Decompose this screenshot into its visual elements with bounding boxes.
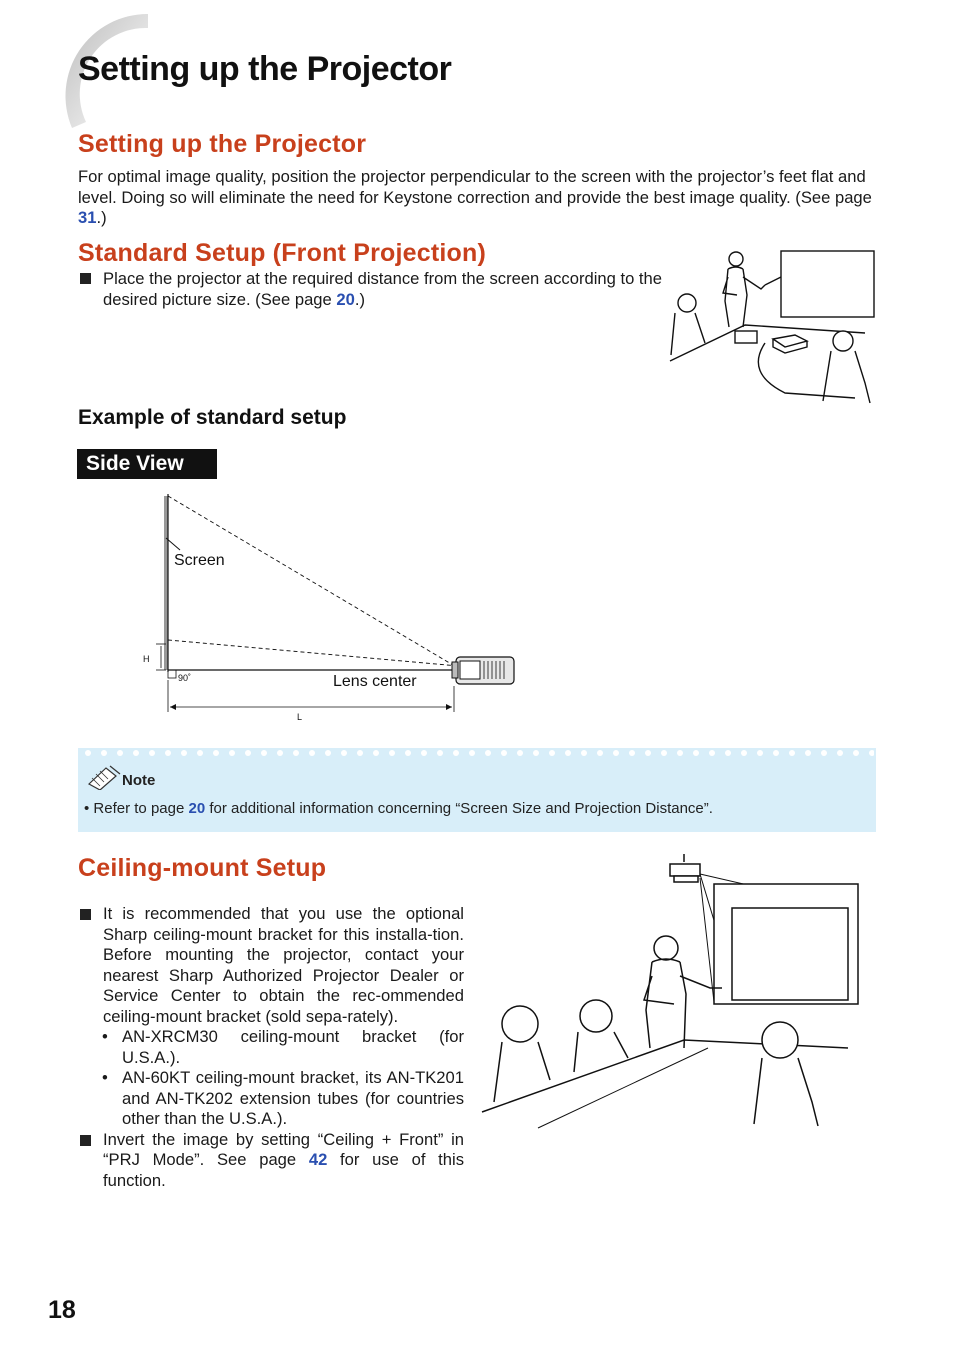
laptop	[735, 331, 757, 343]
note-pencil-icon	[86, 764, 122, 790]
lens-center-label: Lens center	[333, 673, 417, 690]
audience-person-2	[574, 1000, 628, 1072]
page-title: Setting up the Projector	[78, 50, 452, 88]
section-heading-setup: Setting up the Projector	[78, 130, 367, 158]
ceiling-bullet-2	[78, 1130, 464, 1192]
setup-text-end: .)	[96, 208, 107, 227]
table-inner-edge	[538, 1048, 708, 1128]
ceiling-sub-1	[78, 1027, 464, 1068]
standard-bullet-end: .)	[354, 289, 365, 309]
side-view-label: Side View	[77, 449, 217, 479]
page-link-31[interactable]: 31	[78, 208, 97, 227]
page-link-20-note[interactable]: 20	[188, 800, 206, 817]
page-link-20[interactable]: 20	[336, 289, 355, 309]
note-text-start: • Refer to page	[84, 800, 189, 817]
sub-bullet-dot: •	[102, 1068, 108, 1087]
screen-label: Screen	[174, 552, 225, 569]
audience-right	[823, 331, 870, 403]
ceiling-bullet-2-end: for use of this function.	[103, 1150, 464, 1190]
ceiling-bullet-1-text: It is recommended that you use the optional Sharp ceiling-mount bracket for this installa-tion. Before mounting the projector, contact your nearest Sharp Authorized Projector Dealer or Service Center to obtain the rec-ommended ceiling-mount bracket (sold sepa-rately).	[103, 904, 464, 1026]
note-box	[78, 748, 876, 832]
ceiling-sub-1-text: AN-XRCM30 ceiling-mount bracket (for U.S.A.).	[122, 1027, 464, 1067]
bullet-square	[80, 1135, 91, 1146]
audience-left	[671, 294, 705, 355]
note-text	[84, 800, 713, 817]
ceiling-presenter	[644, 936, 722, 1048]
front-projection-illustration	[665, 243, 880, 408]
ceiling-sub-2	[78, 1068, 464, 1130]
note-text-end: for additional information concerning “Screen Size and Projection Distance”.	[205, 800, 713, 817]
dotted-border	[84, 749, 874, 759]
pointer	[765, 277, 781, 285]
h-label: H	[143, 654, 150, 664]
ceiling-screen-image	[732, 908, 848, 1000]
standard-bullet	[103, 269, 678, 310]
l-label: L	[297, 712, 303, 722]
page-link-42[interactable]: 42	[308, 1150, 328, 1169]
section-heading-ceiling: Ceiling-mount Setup	[78, 854, 327, 882]
audience-person-1	[494, 1006, 550, 1102]
page-number: 18	[48, 1296, 76, 1324]
example-heading: Example of standard setup	[78, 406, 347, 429]
setup-text: For optimal image quality, position the projector perpendicular to the screen with the projector’s feet flat and level. Doing so will eliminate the need for Keystone correction and provide the best image quality. (See page	[78, 167, 872, 207]
bullet-square	[80, 273, 91, 284]
ceiling-projector	[670, 854, 700, 882]
presenter-figure	[723, 252, 765, 327]
projection-screen	[781, 251, 874, 317]
standard-bullet-text: Place the projector at the required distance from the screen according to the desired picture size. (See page	[103, 269, 662, 309]
projector-side-icon	[452, 657, 514, 684]
angle-label: 90˚	[178, 673, 192, 683]
section-heading-standard: Standard Setup (Front Projection)	[78, 239, 486, 267]
audience-person-3	[754, 1022, 818, 1126]
bullet-square	[80, 909, 91, 920]
note-title: Note	[122, 772, 156, 789]
setup-paragraph	[78, 167, 876, 229]
ceiling-bullet-1	[78, 904, 464, 1027]
ceiling-instructions	[78, 904, 464, 1191]
sub-bullet-dot: •	[102, 1027, 108, 1046]
projector-small	[773, 335, 807, 353]
ceiling-sub-2-text: AN-60KT ceiling-mount bracket, its AN-TK201 and AN-TK202 extension tubes (for countries other than the U.S.A.).	[122, 1068, 464, 1128]
side-view-diagram	[140, 490, 540, 725]
ceiling-mount-illustration	[478, 852, 878, 1132]
ceiling-bullet-2-text: Invert the image by setting “Ceiling + Front” in “PRJ Mode”. See page	[103, 1129, 464, 1169]
